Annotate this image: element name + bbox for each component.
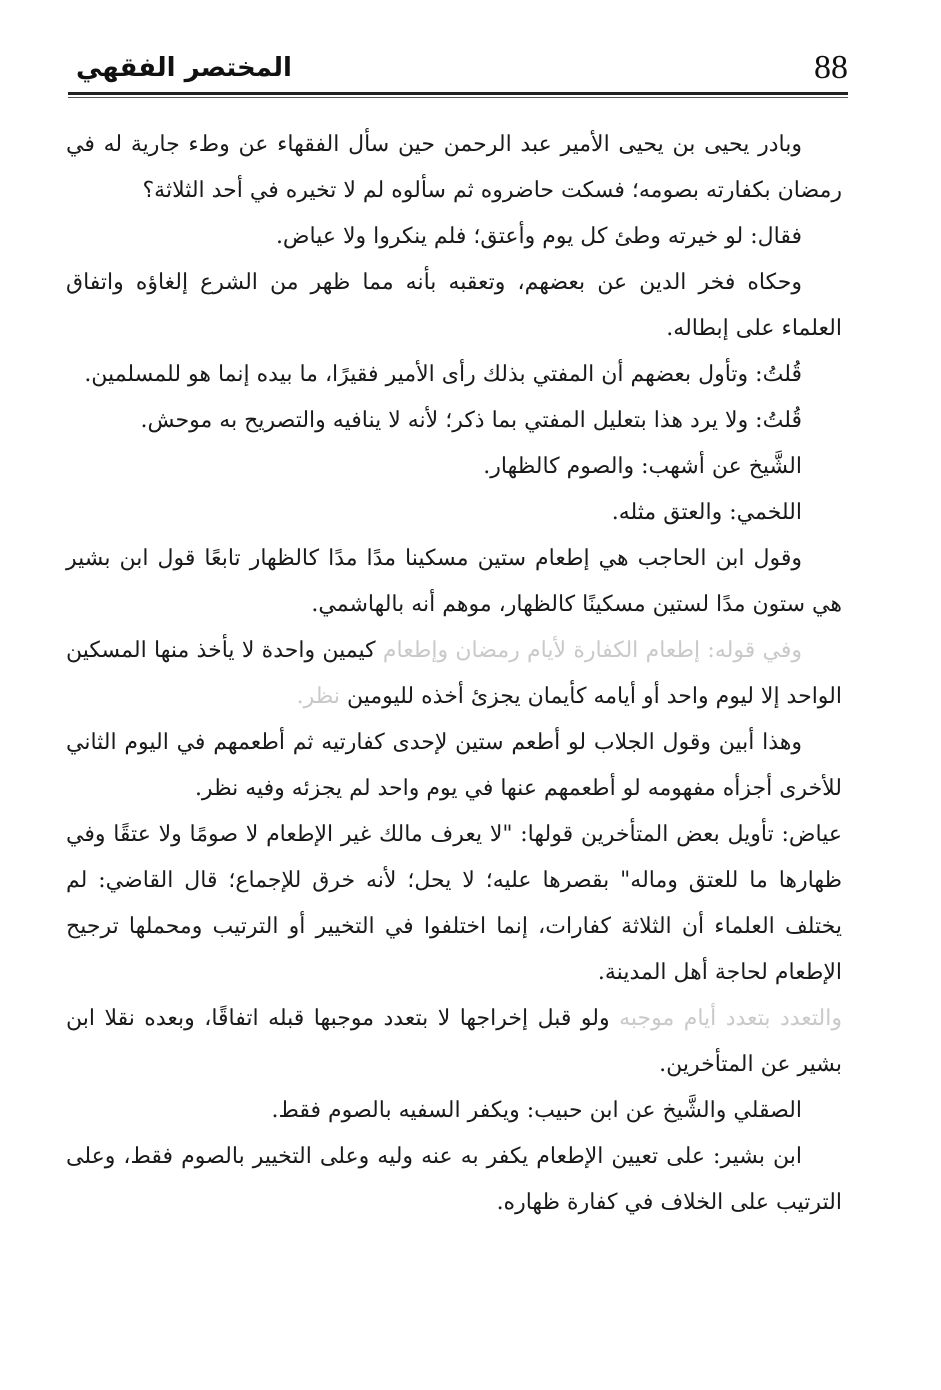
paragraph: الصقلي والشَّيخ عن ابن حبيب: ويكفر السفيه بالصوم فقط. — [271, 1098, 802, 1123]
paragraph-faded-start: والتعدد بتعدد أيام موجبه ولو قبل إخراجها لا بتعدد موجبها قبله اتفاقًا، وبعده نقلا ابن بشير عن المتأخرين. — [66, 1006, 842, 1077]
paragraph: قُلتُ: وتأول بعضهم أن المفتي بذلك رأى الأمير فقيرًا، ما بيده إنما هو للمسلمين. — [84, 362, 802, 387]
faded-text: نظر. — [296, 684, 340, 709]
paragraph: عياض: تأويل بعض المتأخرين قولها: "لا يعرف مالك غير الإطعام لا صومًا ولا عتقًا وفي ظهارها ما للعتق وماله" بقصرها عليه؛ لا يحل؛ لأنه خرق للإجماع؛ قال القاضي: لم يختلف العلماء أن الثلاثة كفارات، إنما اختلفوا في التخيير أو الترتيب ومحملها ترجيح الإطعام لحاجة أهل المدينة. — [66, 822, 842, 985]
faded-text: وفي قوله: إطعام الكفارة لأيام رمضان وإطعام — [375, 638, 802, 663]
paragraph: ابن بشير: على تعيين الإطعام يكفر به عنه وليه وعلى التخيير بالصوم فقط، وعلى الترتيب على الخلاف في كفارة ظهاره. — [66, 1144, 842, 1215]
paragraph-faded-start: وفي قوله: إطعام الكفارة لأيام رمضان وإطعام كيمين واحدة لا يأخذ منها المسكين الواحد إلا ليوم واحد أو أيامه كأيمان يجزئ أخذه لليومين نظر. — [66, 638, 842, 709]
running-title: المختصر الفقهي — [76, 53, 292, 83]
page-header — [68, 40, 848, 100]
faded-text: والتعدد بتعدد أيام موجبه — [609, 1006, 842, 1031]
paragraph: قُلتُ: ولا يرد هذا بتعليل المفتي بما ذكر؛ لأنه لا ينافيه والتصريح به موحش. — [140, 408, 802, 433]
page-number: 88 — [814, 49, 848, 86]
body-text — [66, 122, 842, 1226]
paragraph: وبادر يحيى بن يحيى الأمير عبد الرحمن حين سأل الفقهاء عن وطء جارية له في رمضان بكفارته بصومه؛ فسكت حاضروه ثم سألوه لم لا تخيره في أحد الثلاثة؟ — [66, 132, 842, 203]
paragraph: الشَّيخ عن أشهب: والصوم كالظهار. — [483, 454, 802, 479]
paragraph: وهذا أبين وقول الجلاب لو أطعم ستين لإحدى كفارتيه ثم أطعمهم في اليوم الثاني للأخرى أجزأه مفهومه لو أطعمهم عنها في يوم واحد لم يجزئه وفيه نظر. — [66, 730, 842, 801]
paragraph: وحكاه فخر الدين عن بعضهم، وتعقبه بأنه مما ظهر من الشرع إلغاؤه واتفاق العلماء على إبطاله. — [66, 270, 842, 341]
paragraph: وقول ابن الحاجب هي إطعام ستين مسكينا مدًا مدًا كالظهار تابعًا قول ابن بشير هي ستون مدًا لستين مسكينًا كالظهار، موهم أنه بالهاشمي. — [66, 546, 842, 617]
header-rule-thin — [68, 97, 848, 98]
paragraph: اللخمي: والعتق مثله. — [611, 500, 802, 525]
header-rule — [68, 92, 848, 95]
paragraph: فقال: لو خيرته وطئ كل يوم وأعتق؛ فلم ينكروا ولا عياض. — [275, 224, 802, 249]
